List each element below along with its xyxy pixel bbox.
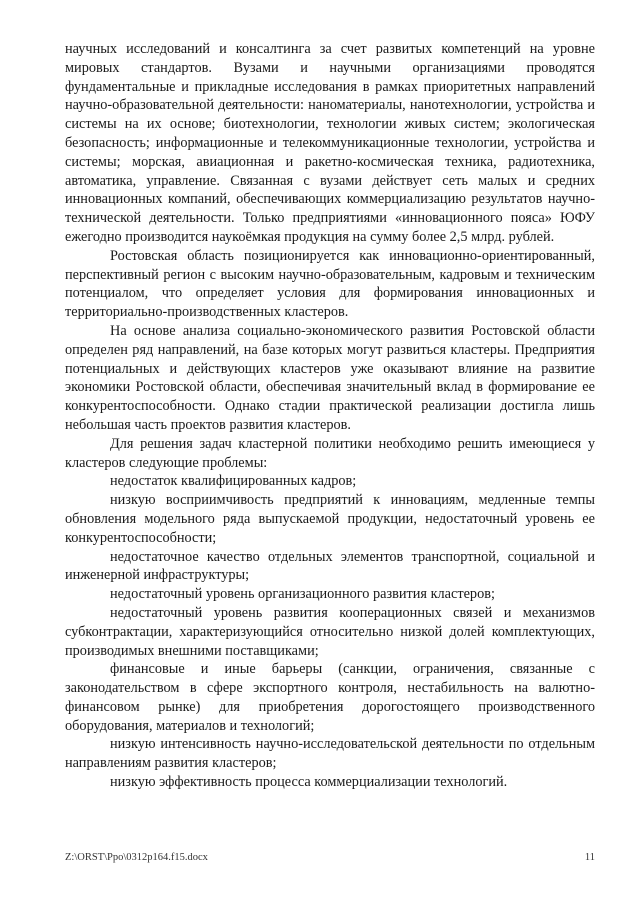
problem-item: низкую восприимчивость предприятий к инновациям, медленные темпы обновления модельного ряда выпускаемой продукции, недостаточный уровень ее конкурентоспособности;	[65, 492, 595, 546]
paragraph-analysis: На основе анализа социально-экономического развития Ростовской области определен ряд направлений, на базе которых могут развиться кластеры. Предприятия потенциальных и действующих кластеров уже оказывают влияние на развитие экономики Ростовской области, обеспечивая значительный вклад в формирование ее конкурентоспособности. Однако стадии практической реализации достигла лишь небольшая часть проектов развития кластеров.	[65, 322, 595, 433]
problem-item: недостаточный уровень развития кооперационных связей и механизмов субконтрактации, характеризующийся относительно низкой долей комплектующих, производимых внешними поставщиками;	[65, 604, 595, 659]
paragraph-region-positioning: Ростовская область позиционируется как инновационно-ориентированный, перспективный регион с высоким научно-образовательным, кадровым и техническим потенциалом, что определяет условия для формирования инновационных и территориально-производственных кластеров.	[65, 247, 595, 321]
problem-item: низкую интенсивность научно-исследовательской деятельности по отдельным направлениям развития кластеров;	[65, 736, 595, 772]
paragraph-problems-intro: Для решения задач кластерной политики необходимо решить имеющиеся у кластеров следующие проблемы:	[65, 435, 595, 471]
document-body	[65, 40, 595, 792]
problem-item: недостаточный уровень организационного развития кластеров;	[110, 586, 495, 603]
problem-item: низкую эффективность процесса коммерциализации технологий.	[110, 774, 508, 791]
problem-item: финансовые и иные барьеры (санкции, ограничения, связанные с законодательством в сфере экспортного контроля, нестабильность на валютно-финансовом рынке) для приобретения дорогостоящего производственного оборудования, материалов и технологий;	[65, 661, 595, 734]
page-footer	[65, 851, 595, 865]
page-number: 11	[584, 852, 595, 863]
problem-item: недостаточное качество отдельных элементов транспортной, социальной и инженерной инфраструктуры;	[65, 548, 595, 584]
footer-file-path: Z:\ORST\Ppo\0312p164.f15.docx	[65, 852, 208, 863]
paragraph-competencies: научных исследований и консалтинга за счет развитых компетенций на уровне мировых стандартов. Вузами и научными организациями проводятся фундаментальные и прикладные исследования в рамках приоритетных направлений научно-образовательной деятельности: наноматериалы, нанотехнологии, устройства и системы на их основе; биотехнологии, технологии живых систем; экологическая безопасность; информационные и телекоммуникационные технологии, устройства и системы; морская, авиационная и ракетно-космическая техника, радиотехника, автоматика, управление. Связанная с вузами действует сеть малых и средних инновационных компаний, обеспечивающих коммерциализацию результатов научно-технической деятельности. Только предприятиями «инновационного пояса» ЮФУ ежегодно производится наукоёмкая продукция на сумму более 2,5 млрд. рублей.	[65, 41, 595, 245]
problem-item: недостаток квалифицированных кадров;	[110, 473, 357, 490]
